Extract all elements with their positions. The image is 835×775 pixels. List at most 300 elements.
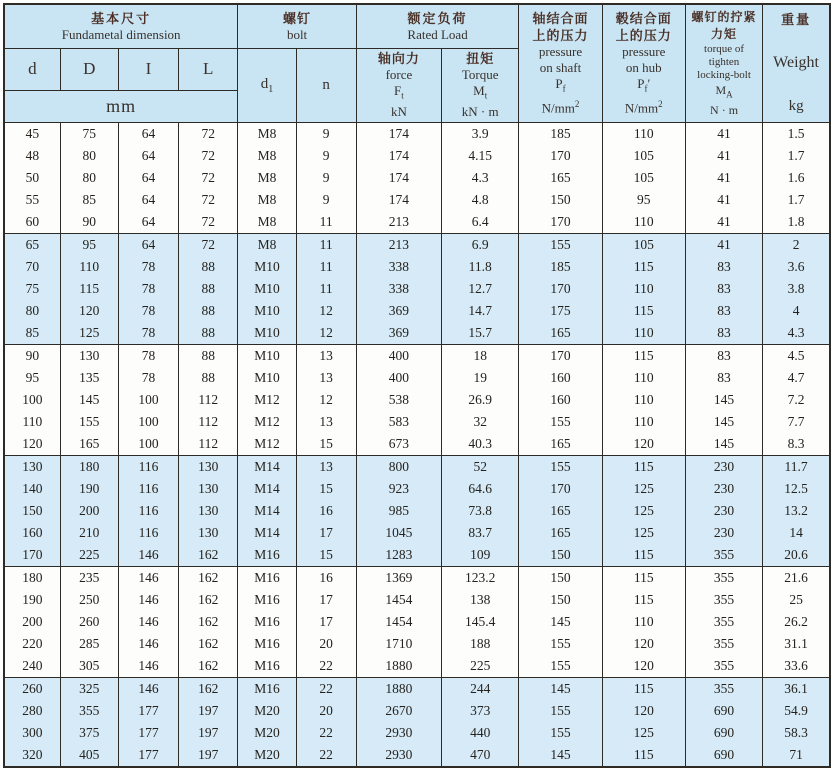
table-cell: 2670 (356, 700, 441, 722)
weight-unit: kg (788, 98, 804, 115)
table-cell: 26.2 (763, 611, 830, 633)
table-cell: 1710 (356, 633, 441, 655)
table-cell: 130 (4, 455, 60, 478)
table-cell: 4 (763, 300, 830, 322)
table-cell: 165 (519, 522, 602, 544)
table-row (4, 189, 830, 211)
table-cell: 145.4 (442, 611, 519, 633)
table-cell: 78 (118, 278, 178, 300)
table-cell: 12 (296, 300, 356, 322)
table-cell: 80 (60, 167, 118, 189)
table-cell: 116 (118, 455, 178, 478)
table-cell: 21.6 (763, 566, 830, 589)
table-cell: 197 (179, 744, 238, 767)
table-row (4, 744, 830, 767)
table-cell: 162 (179, 655, 238, 678)
table-cell: 64 (118, 167, 178, 189)
table-cell: 175 (519, 300, 602, 322)
table-cell: 4.7 (763, 367, 830, 389)
table-cell: M16 (238, 566, 296, 589)
table-cell: 230 (685, 500, 762, 522)
table-cell: 11 (296, 278, 356, 300)
table-cell: 165 (519, 322, 602, 345)
table-cell: 244 (442, 677, 519, 700)
table-cell: 1.7 (763, 189, 830, 211)
table-cell: M16 (238, 544, 296, 567)
table-cell: 6.4 (442, 211, 519, 234)
table-cell: 64 (118, 233, 178, 256)
table-cell: M12 (238, 411, 296, 433)
table-cell: 170 (519, 344, 602, 367)
table-cell: M14 (238, 478, 296, 500)
table-cell: 71 (763, 744, 830, 767)
table-cell: 116 (118, 522, 178, 544)
table-cell: 155 (519, 633, 602, 655)
table-cell: 185 (519, 256, 602, 278)
table-cell: 146 (118, 633, 178, 655)
torque-label-zh: 扭矩 (466, 51, 495, 67)
table-cell: 110 (602, 367, 685, 389)
table-cell: 355 (685, 677, 762, 700)
table-cell: 146 (118, 589, 178, 611)
table-cell: 9 (296, 189, 356, 211)
table-cell: 54.9 (763, 700, 830, 722)
bolt-group-label-en: bolt (286, 26, 308, 42)
table-cell: 45 (25, 125, 40, 141)
table-cell: 20 (296, 700, 356, 722)
table-cell: 22 (296, 722, 356, 744)
table-cell: M8 (238, 145, 296, 167)
table-cell: 105 (602, 167, 685, 189)
table-cell: 88 (179, 278, 238, 300)
table-cell: 33.6 (763, 655, 830, 678)
table-cell: 105 (602, 145, 685, 167)
table-cell: 1.7 (763, 145, 830, 167)
table-cell: 338 (356, 278, 441, 300)
table-cell: 188 (442, 633, 519, 655)
table-row (4, 589, 830, 611)
table-cell: 155 (519, 455, 602, 478)
table-cell: 146 (118, 544, 178, 567)
table-cell: 112 (179, 411, 238, 433)
pshaft-unit: $N/mm^2$ (541, 99, 580, 116)
table-cell: 32 (442, 411, 519, 433)
table-cell: 64 (118, 122, 178, 145)
table-cell: 41 (685, 233, 762, 256)
table-cell: 83.7 (442, 522, 519, 544)
table-body (4, 122, 830, 767)
pshaft-symbol: $P_f$ (555, 75, 566, 94)
table-cell: M8 (238, 211, 296, 234)
table-cell: 26.9 (442, 389, 519, 411)
table-cell: 109 (442, 544, 519, 567)
table-cell: 112 (179, 389, 238, 411)
table-cell: 13 (296, 344, 356, 367)
table-cell: 25 (763, 589, 830, 611)
table-cell: 15 (296, 478, 356, 500)
table-cell: M14 (238, 522, 296, 544)
table-row (4, 722, 830, 744)
table-cell: 105 (602, 233, 685, 256)
table-cell: 985 (356, 500, 441, 522)
ma-label-zh2: 力矩 (711, 26, 738, 41)
table-row (4, 211, 830, 234)
table-cell: 64 (118, 189, 178, 211)
table-cell: 165 (519, 167, 602, 189)
table-cell: 110 (602, 322, 685, 345)
force-unit: kN (390, 103, 407, 119)
table-cell: 1045 (356, 522, 441, 544)
table-cell: 180 (60, 455, 118, 478)
table-cell: 160 (4, 522, 60, 544)
table-cell: 11 (296, 211, 356, 234)
table-row (4, 278, 830, 300)
table-cell: 923 (356, 478, 441, 500)
table-cell: 80 (60, 145, 118, 167)
table-cell: 230 (685, 455, 762, 478)
table-cell: 355 (685, 633, 762, 655)
table-cell: 174 (356, 122, 441, 145)
table-cell: 19 (442, 367, 519, 389)
table-cell: M8 (238, 189, 296, 211)
table-cell: 11.8 (442, 256, 519, 278)
table-cell: 123.2 (442, 566, 519, 589)
table-cell: 338 (356, 256, 441, 278)
table-cell: 145 (519, 611, 602, 633)
table-cell: 146 (118, 677, 178, 700)
table-cell: M16 (238, 633, 296, 655)
phub-symbol: $P_f'$ (637, 75, 651, 94)
table-cell: M10 (238, 300, 296, 322)
phub-label-en1: pressure (622, 43, 666, 59)
table-cell: M10 (238, 322, 296, 345)
weight-label-en: Weight (773, 54, 819, 72)
table-cell: 538 (356, 389, 441, 411)
table-cell: 4.15 (442, 145, 519, 167)
table-cell: 4.5 (763, 344, 830, 367)
table-cell: 80 (4, 300, 60, 322)
header-load-group (356, 4, 519, 48)
table-cell: 125 (602, 478, 685, 500)
table-cell: 190 (22, 591, 43, 607)
table-row (4, 300, 830, 322)
weight-label-zh: 重量 (781, 12, 812, 28)
table-cell: 3.6 (763, 256, 830, 278)
table-cell: 1.6 (763, 167, 830, 189)
table-cell: 90 (60, 211, 118, 234)
table-cell: 225 (60, 544, 118, 567)
table-cell: 95 (25, 369, 40, 385)
table-cell: 75 (4, 278, 60, 300)
table-cell: 110 (602, 211, 685, 234)
table-cell: 110 (602, 122, 685, 145)
table-cell: 1.5 (763, 122, 830, 145)
table-cell: 72 (179, 122, 238, 145)
table-cell: 73.8 (442, 500, 519, 522)
table-cell: 95 (60, 233, 118, 256)
table-cell: 3.8 (763, 278, 830, 300)
table-cell: 6.9 (442, 233, 519, 256)
table-cell: 165 (519, 500, 602, 522)
table-cell: 690 (685, 700, 762, 722)
table-cell: 115 (60, 278, 118, 300)
table-cell: 41 (685, 145, 762, 167)
table-cell: 41 (685, 211, 762, 234)
table-cell: 200 (22, 613, 43, 629)
table-cell: 17 (296, 611, 356, 633)
table-cell: 70 (4, 256, 60, 278)
dim-group-label-en: Fundametal dimension (61, 26, 181, 42)
table-cell: 115 (602, 344, 685, 367)
table-cell: 72 (179, 189, 238, 211)
table-cell: 115 (602, 744, 685, 767)
table-cell: 115 (602, 589, 685, 611)
table-cell: 110 (602, 611, 685, 633)
table-cell: 130 (179, 522, 238, 544)
ma-unit: N · m (710, 102, 739, 117)
table-cell: 120 (602, 433, 685, 456)
table-cell: 305 (60, 655, 118, 678)
table-cell: 162 (179, 633, 238, 655)
table-cell: 162 (179, 566, 238, 589)
table-row (4, 256, 830, 278)
table-cell: M20 (238, 700, 296, 722)
table-cell: 88 (179, 322, 238, 345)
table-cell: M8 (238, 122, 296, 145)
table-row (4, 478, 830, 500)
table-cell: 800 (356, 455, 441, 478)
table-cell: 155 (519, 722, 602, 744)
header-bolt-group (238, 4, 356, 48)
load-group-label-zh: 额定负荷 (407, 10, 468, 26)
table-cell: 1369 (356, 566, 441, 589)
table-cell: 16 (296, 566, 356, 589)
table-cell: 120 (60, 300, 118, 322)
table-cell: 95 (602, 189, 685, 211)
table-row (4, 544, 830, 567)
table-cell: 115 (602, 544, 685, 567)
table-cell: 150 (519, 566, 602, 589)
table-cell: 225 (442, 655, 519, 678)
table-cell: 4.3 (442, 167, 519, 189)
table-cell: 88 (179, 256, 238, 278)
table-cell: 1880 (356, 655, 441, 678)
table-cell: 155 (519, 700, 602, 722)
table-cell: 240 (22, 657, 43, 673)
table-cell: 15.7 (442, 322, 519, 345)
table-cell: 145 (685, 411, 762, 433)
table-cell: 41 (685, 167, 762, 189)
table-cell: 14 (763, 522, 830, 544)
table-row (4, 389, 830, 411)
table-cell: 120 (602, 655, 685, 678)
table-cell: 155 (519, 233, 602, 256)
table-cell: 170 (519, 211, 602, 234)
table-cell: 145 (60, 389, 118, 411)
table-cell: 88 (179, 300, 238, 322)
table-cell: 88 (179, 367, 238, 389)
table-cell: 213 (356, 233, 441, 256)
table-cell: 64 (118, 145, 178, 167)
phub-label-zh2: 上的压力 (615, 27, 672, 43)
table-cell: M10 (238, 256, 296, 278)
table-cell: 470 (442, 744, 519, 767)
table-cell: 115 (602, 455, 685, 478)
table-cell: 78 (118, 344, 178, 367)
table-cell: 9 (296, 122, 356, 145)
table-cell: 2 (763, 233, 830, 256)
table-cell: 17 (296, 522, 356, 544)
table-cell: 78 (118, 256, 178, 278)
header-tightening-torque (685, 4, 762, 122)
table-cell: 13 (296, 367, 356, 389)
table-cell: 55 (25, 191, 40, 207)
table-cell: 155 (519, 655, 602, 678)
pshaft-label-en2: on shaft (539, 59, 582, 75)
table-cell: M16 (238, 655, 296, 678)
table-row (4, 411, 830, 433)
table-cell: 320 (4, 744, 60, 767)
table-row (4, 566, 830, 589)
table-row (4, 633, 830, 655)
table-cell: 1880 (356, 677, 441, 700)
table-cell: 115 (602, 566, 685, 589)
table-cell: 7.2 (763, 389, 830, 411)
table-cell: 174 (356, 145, 441, 167)
table-cell: 60 (25, 213, 40, 229)
table-cell: 85 (4, 322, 60, 345)
table-cell: 125 (60, 322, 118, 345)
table-cell: 15 (296, 544, 356, 567)
table-cell: 400 (356, 367, 441, 389)
table-cell: 110 (60, 256, 118, 278)
table-cell: 220 (22, 635, 43, 651)
table-cell: 150 (4, 500, 60, 522)
table-cell: 130 (179, 500, 238, 522)
table-cell: 125 (602, 500, 685, 522)
table-cell: 170 (4, 544, 60, 567)
table-cell: 197 (179, 700, 238, 722)
table-cell: 230 (685, 522, 762, 544)
table-cell: 2930 (356, 722, 441, 744)
table-cell: 100 (118, 389, 178, 411)
table-cell: 230 (685, 478, 762, 500)
table-cell: 325 (60, 677, 118, 700)
table-cell: 130 (60, 344, 118, 367)
header-col-n: n (296, 48, 356, 122)
header-col-L: L (179, 48, 238, 90)
table-cell: 174 (356, 167, 441, 189)
table-cell: 1283 (356, 544, 441, 567)
table-cell: 150 (519, 189, 602, 211)
table-cell: M20 (238, 744, 296, 767)
table-cell: 78 (118, 300, 178, 322)
table-cell: M8 (238, 167, 296, 189)
table-cell: 170 (519, 478, 602, 500)
table-cell: 174 (356, 189, 441, 211)
table-cell: 13 (296, 455, 356, 478)
table-cell: 83 (685, 367, 762, 389)
header-dim-group (4, 4, 238, 48)
table-cell: 165 (519, 433, 602, 456)
header-weight (763, 4, 830, 122)
table-cell: 440 (442, 722, 519, 744)
bolt-group-label-zh: 螺钉 (283, 10, 312, 26)
table-cell: 72 (179, 211, 238, 234)
table-cell: 197 (179, 722, 238, 744)
table-cell: 22 (296, 744, 356, 767)
table-cell: 260 (60, 611, 118, 633)
table-cell: 250 (60, 589, 118, 611)
table-cell: 18 (442, 344, 519, 367)
table-row (4, 611, 830, 633)
table-cell: M16 (238, 611, 296, 633)
table-cell: 11.7 (763, 455, 830, 478)
table-cell: 150 (519, 589, 602, 611)
table-cell: 1454 (356, 589, 441, 611)
table-cell: 1.8 (763, 211, 830, 234)
table-cell: 690 (685, 722, 762, 744)
table-row (4, 433, 830, 456)
table-cell: 145 (519, 744, 602, 767)
table-cell: 2930 (356, 744, 441, 767)
table-cell: 100 (118, 411, 178, 433)
header-col-d: d (4, 48, 60, 90)
table-row (4, 367, 830, 389)
table-cell: 110 (602, 389, 685, 411)
table-cell: 355 (60, 700, 118, 722)
table-cell: 125 (602, 522, 685, 544)
table-cell: 177 (118, 744, 178, 767)
table-row (4, 677, 830, 700)
table-cell: 41 (685, 189, 762, 211)
table-cell: 48 (25, 147, 40, 163)
table-cell: 155 (519, 411, 602, 433)
table-cell: 160 (519, 389, 602, 411)
table-row (4, 233, 830, 256)
table-cell: 177 (118, 722, 178, 744)
table-cell: 9 (296, 145, 356, 167)
table-cell: 160 (519, 367, 602, 389)
table-cell: 64.6 (442, 478, 519, 500)
table-cell: 170 (519, 145, 602, 167)
table-cell: 355 (685, 566, 762, 589)
header-col-torque (442, 48, 519, 122)
table-cell: 1454 (356, 611, 441, 633)
table-cell: 90 (4, 344, 60, 367)
table-cell: 75 (60, 122, 118, 145)
table-cell: 210 (60, 522, 118, 544)
table-cell: 12 (296, 322, 356, 345)
table-cell: 120 (602, 633, 685, 655)
table-cell: 72 (179, 233, 238, 256)
table-cell: 180 (4, 566, 60, 589)
table-cell: 85 (60, 189, 118, 211)
table-cell: 78 (118, 322, 178, 345)
table-cell: 11 (296, 233, 356, 256)
table-cell: 165 (60, 433, 118, 456)
table-cell: 213 (356, 211, 441, 234)
table-cell: 162 (179, 589, 238, 611)
table-cell: M12 (238, 433, 296, 456)
table-cell: 7.7 (763, 411, 830, 433)
table-cell: M12 (238, 389, 296, 411)
table-cell: 112 (179, 433, 238, 456)
table-cell: 17 (296, 589, 356, 611)
table-cell: 83 (685, 322, 762, 345)
table-cell: 355 (685, 655, 762, 678)
table-cell: 50 (25, 169, 40, 185)
